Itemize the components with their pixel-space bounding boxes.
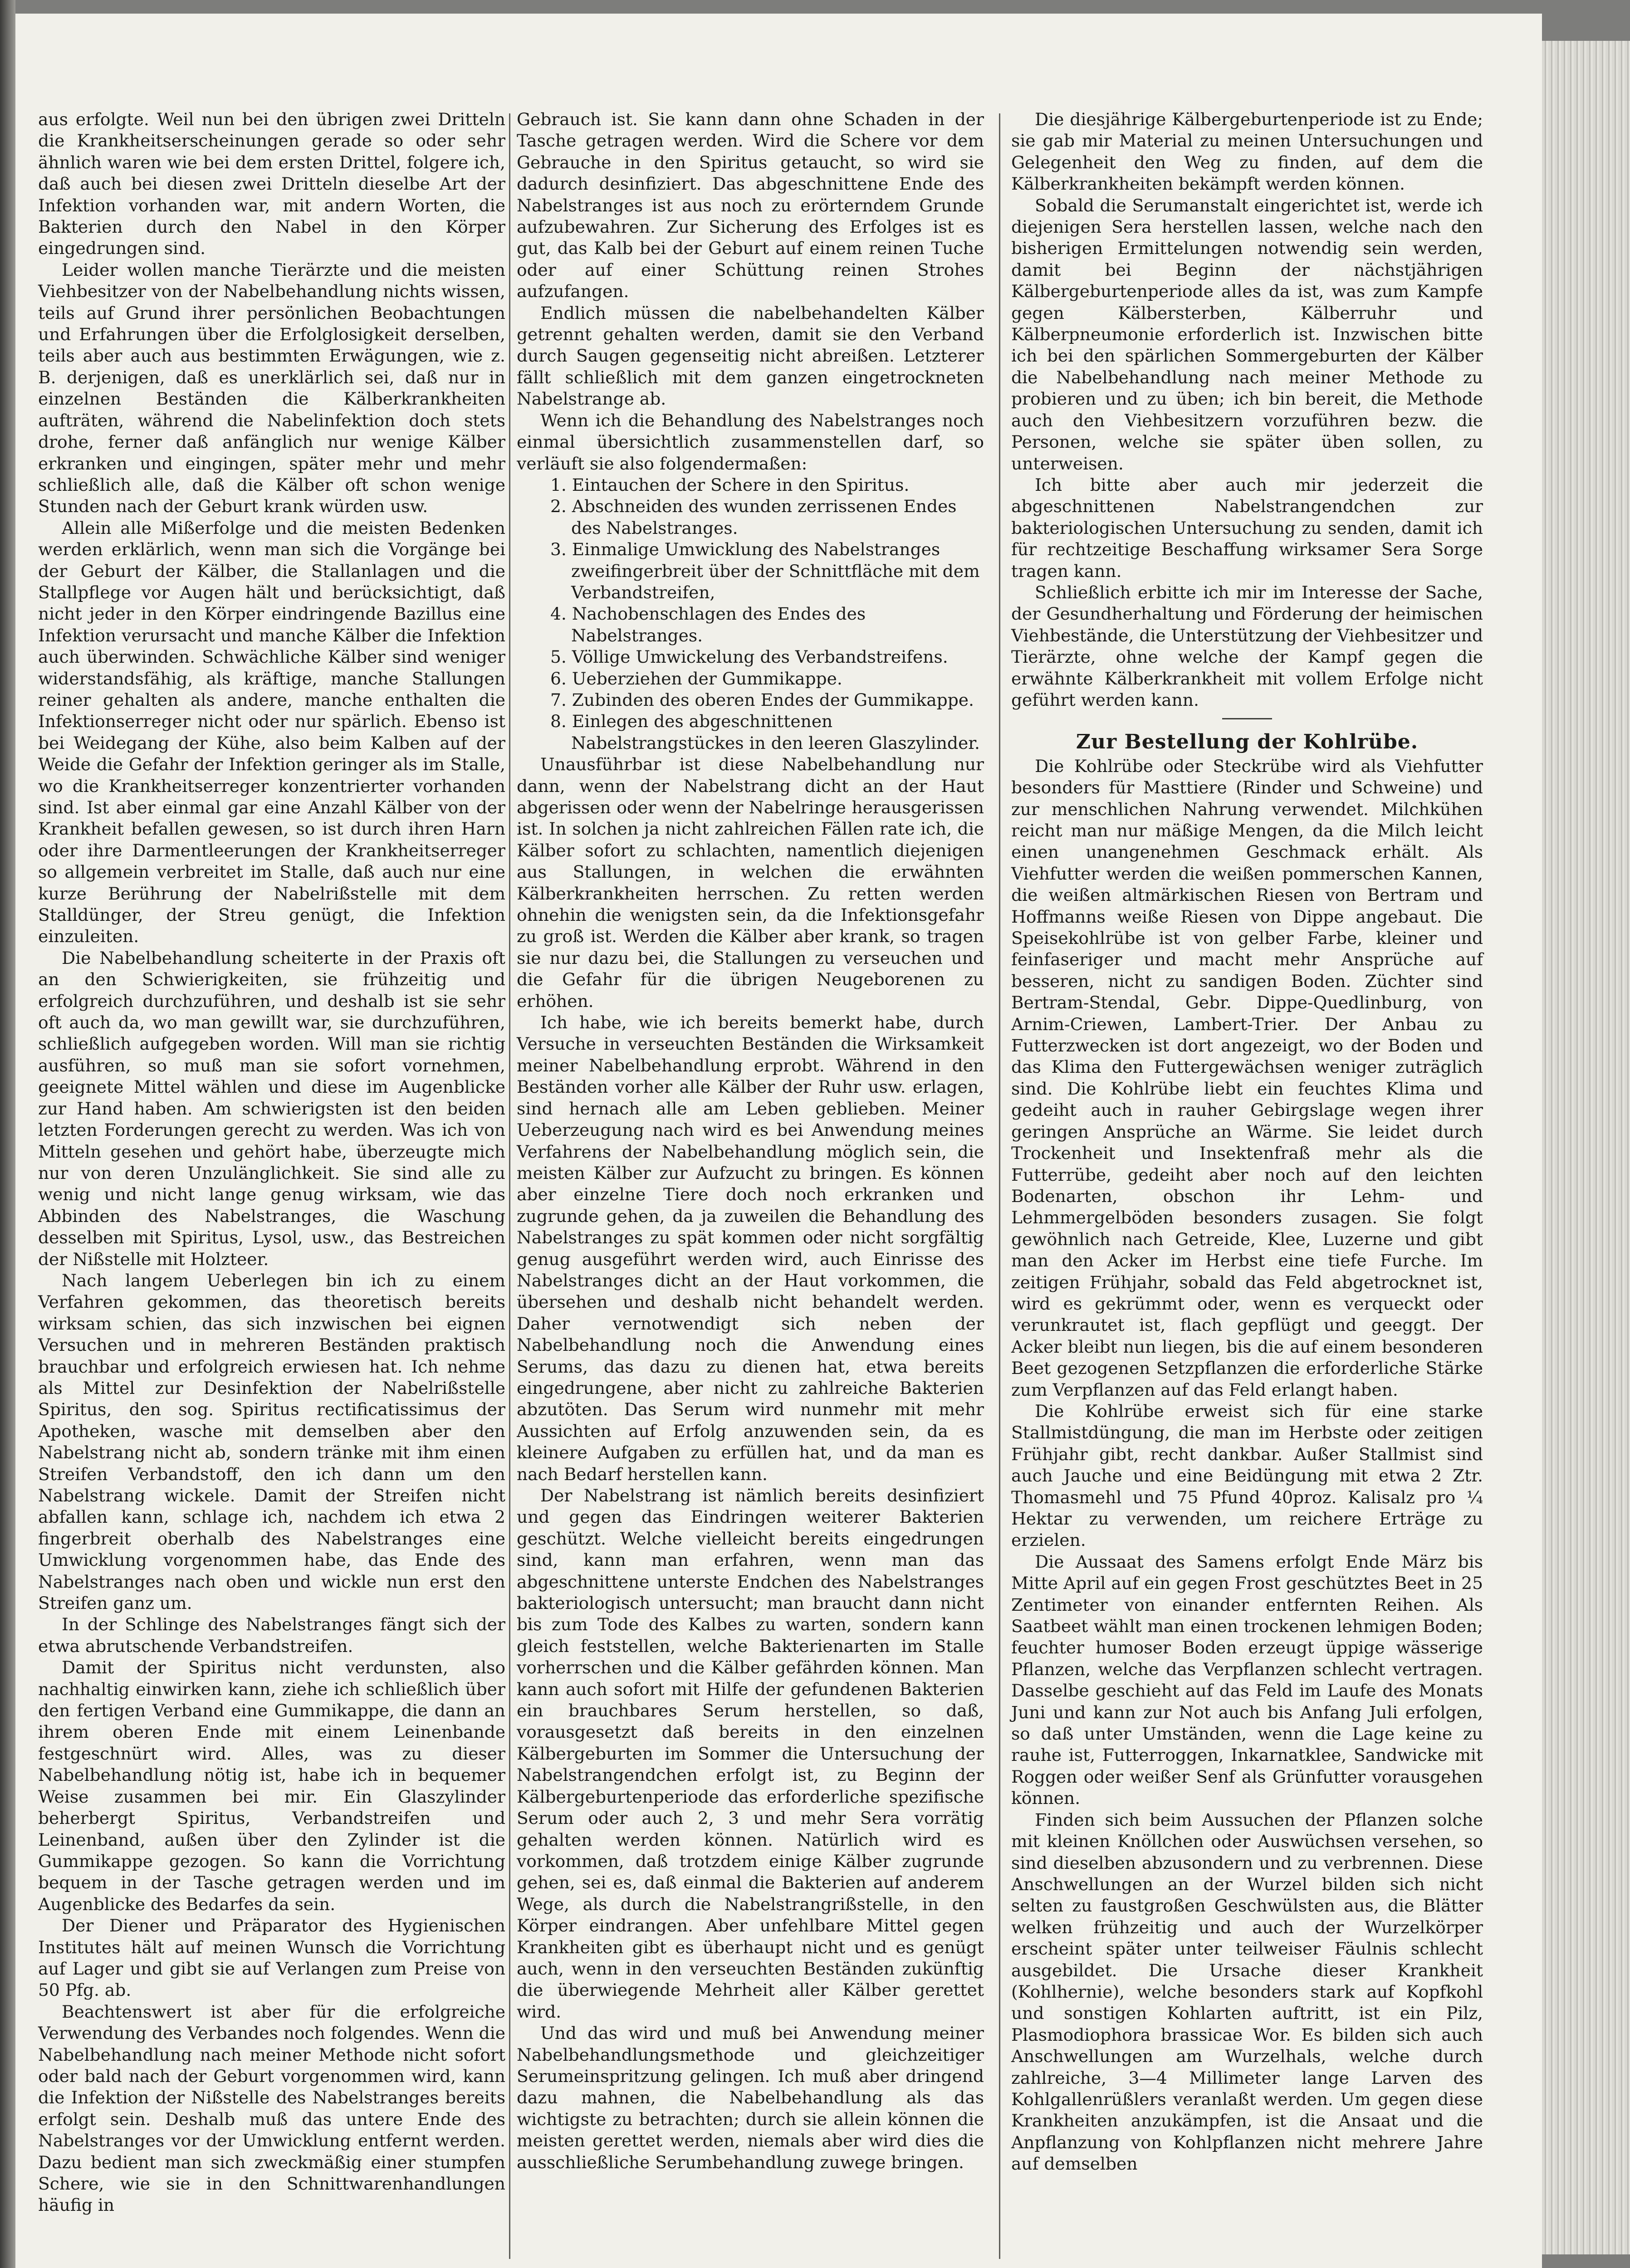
paragraph: Ich habe, wie ich bereits bemerkt habe, durch Versuche in verseuchten Beständen die Wirksamkeit meiner Nabelbehandlung erprobt. Während in den Beständen vorher alle Kälber der Ruhr usw. erlagen, sind hernach alle am Leben geblieben. Meiner Ueberzeugung nach wird es bei Anwendung meines Verfahrens der Nabelbehandlung möglich sein, die meisten Kälber zur Aufzucht zu bringen. Es können aber einzelne Tiere doch noch erkranken und zugrunde gehen, da ja zuweilen die Behandlung des Nabelstranges zu spät kommen oder nicht sorgfältig genug ausgeführt werden wird, auch Einrisse des Nabelstranges dicht an der Haut vorkommen, die übersehen und deshalb nicht behandelt werden. Daher vernotwendigt sich neben der Nabelbehandlung noch die Anwendung eines Serums, das dazu zu dienen hat, etwa bereits eingedrungene, aber nicht zu zahlreiche Bakterien abzutöten. Das Serum wird nunmehr mit mehr Aussichten auf Erfolg anzuwenden sein, da es kleinere Aufgaben zu erfüllen hat, und da man es nach Bedarf herstellen kann. [517,1012,984,1484]
article-heading: Zur Bestellung der Kohlrübe. [1076,730,1419,754]
newspaper-page [15,14,1542,2268]
book-gutter-shadow [0,0,15,2268]
paragraph: Leider wollen manche Tierärzte und die meisten Viehbesitzer von der Nabelbehandlung nichts wissen, teils auf Grund ihrer persönlichen Beobachtungen und Erfahrungen über die Erfolglosigkeit derselben, teils aber auch aus bestimmten Erwägungen, wie z. B. derjenigen, daß es unerklärlich sei, daß nur in einzelnen Beständen die Kälberkrankheiten aufträten, während die Nabelinfektion doch stets drohe, ferner daß anfänglich nur wenige Kälber erkranken und eingingen, später mehr und mehr schließlich alle, daß die Kälber oft schon wenige Stunden nach der Geburt krank würden usw. [38,259,505,517]
section-separator-rule [1222,718,1272,719]
paragraph: Unausführbar ist diese Nabelbehandlung nur dann, wenn der Nabelstrang dicht an der Haut abgerissen oder wenn der Nabelringe herausgerissen ist. In solchen ja nicht zahlreichen Fällen rate ich, die Kälber sofort zu schlachten, namentlich diejenigen aus Stallungen, in welchen die erwähnten Kälberkrankheiten herrschen. Zu retten werden ohnehin die wenigsten sein, da die Infektionsgefahr zu groß ist. Werden die Kälber aber krank, so tragen sie nur dazu bei, die Stallungen zu verseuchen und die Gefahr für die übrigen Neugeborenen zu erhöhen. [517,754,984,1011]
column-divider [999,113,1000,2259]
list-item: 4. Nachobenschlagen des Endes des Nabelstranges. [550,604,866,645]
list-item: 6. Ueberziehen der Gummikappe. [550,668,842,689]
paragraph: Die diesjährige Kälbergeburtenperiode ist zu Ende; sie gab mir Material zu meinen Untersuchungen und Gelegenheit den Weg zu finden, auf dem die Kälberkrankheiten bekämpft werden können. [1011,109,1483,194]
paragraph: Der Diener und Präparator des Hygienischen Institutes hält auf meinen Wunsch die Vorrichtung auf Lager und gibt sie auf Verlangen zum Preise von 50 Pfg. ab. [38,1916,505,2000]
paragraph: Schließlich erbitte ich mir im Interesse der Sache, der Gesundherhaltung und Förderung der heimischen Viehbestände, die Unterstützung der Viehbesitzer und Tierärzte, ohne welche der Kampf gegen die erwähnte Kälberkrankheit mit vollem Erfolge nicht geführt werden kann. [1011,582,1483,710]
paragraph: Der Nabelstrang ist nämlich bereits desinfiziert und gegen das Eindringen weiterer Bakterien geschützt. Welche vielleicht bereits eingedrungen sind, kann man erfahren, wenn man das abgeschnittene unterste Endchen des Nabelstranges bakteriologisch untersucht; man braucht dann nicht bis zum Tode des Kalbes zu warten, sondern kann gleich feststellen, welche Bakterienarten im Stalle vorherrschen und die Kälber gefährden können. Man kann auch sofort mit Hilfe der gefundenen Bakterien ein brauchbares Serum herstellen, so daß, vorausgesetzt daß bereits in den einzelnen Kälbergeburten im Sommer die Untersuchung der Nabelstrangendchen erfolgt ist, zu Beginn der Kälbergeburtenperiode das erforderliche spezifische Serum oder auch 2, 3 und mehr Sera vorrätig gehalten werden können. Natürlich wird es vorkommen, daß trotzdem einige Kälber zugrunde gehen, sei es, daß einmal die Bakterien auf anderem Wege, als durch die Nabelstrangrißstelle, in den Körper eindrangen. Aber unfehlbare Mittel gegen Krankheiten gibt es überhaupt nicht und es genügt auch, wenn in den verseuchten Beständen zukünftig die überwiegende Mehrheit aller Kälber gerettet wird. [517,1486,984,2022]
paragraph: Die Aussaat des Samens erfolgt Ende März bis Mitte April auf ein gegen Frost geschütztes Beet in 25 Zentimeter von einander entfernten Reihen. Als Saatbeet wählt man einen trockenen lehmigen Boden; feuchter humoser Boden erzeugt üppige wässerige Pflanzen, welche das Verpflanzen schlecht vertragen. Dasselbe geschieht auf das Feld im Laufe des Monats Juni und kann zur Not auch bis Anfang Juli erfolgen, so daß unter Umständen, wenn die Lage keine zu rauhe ist, Futterroggen, Inkarnatklee, Sandwicke mit Roggen oder weißer Senf als Grünfutter vorausgehen können. [1011,1551,1483,1809]
paragraph: Endlich müssen die nabelbehandelten Kälber getrennt gehalten werden, damit sie den Verband durch Saugen gegenseitig nicht abreißen. Letzterer fällt schließlich mit dem ganzen eingetrockneten Nabelstrange ab. [517,303,984,409]
paragraph: Wenn ich die Behandlung des Nabelstranges noch einmal übersichtlich zusammenstellen darf, so verläuft sie also folgendermaßen: [517,410,984,474]
paragraph: aus erfolgte. Weil nun bei den übrigen zwei Dritteln die Krankheitserscheinungen gerade so oder sehr ähnlich waren wie bei dem ersten Drittel, folgere ich, daß auch bei diesen zwei Dritteln dieselbe Art der Infektion vorhanden war, mit andern Worten, die Bakterien durch den Nabel in den Körper eingedrungen sind. [38,109,505,259]
paragraph: Die Nabelbehandlung scheiterte in der Praxis oft an den Schwierigkeiten, sie frühzeitig und erfolgreich durchzuführen, und deshalb ist sie sehr oft auch da, wo man gewillt war, sie durchzuführen, schließlich aufgegeben worden. Will man sie richtig ausführen, so muß man sie sofort vornehmen, geeignete Mittel wählen und diese im Augenblicke zur Hand haben. Am schwierigsten ist den beiden letzten Forderungen gerecht zu werden. Was ich von Mitteln gesehen und gehört habe, überzeugte mich nur von deren Unzulänglichkeit. Sie sind alle zu wenig und nicht lange genug wirksam, wie das Abbinden des Nabelstranges, die Waschung desselben mit Spiritus, Lysol, usw., das Bestreichen der Nißstelle mit Holzteer. [38,948,505,1269]
list-item: 3. Einmalige Umwicklung des Nabelstranges zweifingerbreit über der Schnittfläche mit dem Verbandstreifen, [550,539,980,602]
list-item: 5. Völlige Umwickelung des Verbandstreifens. [550,647,948,667]
list-item: 2. Abschneiden des wunden zerrissenen Endes des Nabelstranges. [550,496,957,538]
paragraph: Und das wird und muß bei Anwendung meiner Nabelbehandlungsmethode und gleichzeitiger Serumeinspritzung gelingen. Ich muß aber dringend dazu mahnen, die Nabelbehandlung als das wichtigste zu betrachten; durch sie allein können die meisten gerettet werden, niemals aber wird dies die ausschließliche Serumbehandlung zuwege bringen. [517,2023,984,2172]
paragraph: Ich bitte aber auch mir jederzeit die abgeschnittenen Nabelstrangendchen zur bakteriologischen Untersuchung zu senden, damit ich für rechtzeitige Beschaffung wirksamer Sera Sorge tragen kann. [1011,474,1483,581]
paragraph: Allein alle Mißerfolge und die meisten Bedenken werden erklärlich, wenn man sich die Vorgänge bei der Geburt der Kälber, die Stallanlagen und die Stallpflege vor Augen hält und berücksichtigt, daß nicht jeder in den Körper eindringende Bazillus eine Infektion verursacht und manche Kälber die Infektion auch überwinden. Schwächliche Kälber sind weniger widerstandsfähig, als kräftige, manche Stallungen reiner gehalten als andere, manche enthalten die Infektionserreger nicht oder nur spärlich. Ebenso ist bei Weidegang der Kühe, also beim Kalben auf der Weide die Gefahr der Infektion geringer als im Stalle, wo die Krankheitserreger konzentrierter vorhanden sind. Ist aber einmal gar eine Anzahl Kälber von der Krankheit befallen gewesen, so ist durch ihren Harn oder ihre Darmentleerungen der Krankheitserreger so allgemein verbreitet im Stalle, daß auch nur eine kurze Berührung der Nabelrißstelle mit dem Stalldünger, der Streu genügt, die Infektion einzuleiten. [38,518,505,947]
text-column-1 [38,109,505,2216]
list-item: 8. Einlegen des abgeschnittenen Nabelstrangstückes in den leeren Glaszylinder. [550,711,980,753]
paragraph: Die Kohlrübe erweist sich für eine starke Stallmistdüngung, die man im Herbste oder zeitigen Frühjahr gibt, recht dankbar. Außer Stallmist sind auch Jauche und eine Beidüngung mit etwa 2 Ztr. Thomasmehl und 75 Pfund 40proz. Kalisalz pro ¼ Hektar zu verwenden, um reichere Erträge zu erzielen. [1011,1401,1483,1550]
text-column-2 [517,109,984,2173]
paragraph: Beachtenswert ist aber für die erfolgreiche Verwendung des Verbandes noch folgendes. Wenn die Nabelbehandlung nach meiner Methode nicht sofort oder bald nach der Geburt vorgenommen wird, kann die Infektion der Nißstelle des Nabelstranges bereits erfolgt sein. Deshalb muß das untere Ende des Nabelstranges vor der Umwicklung entfernt werden. Dazu bedient man sich zweckmäßig einer stumpfen Schere, wie sie in den Schnittwarenhandlungen häufig in [38,2001,505,2215]
paragraph: Nach langem Ueberlegen bin ich zu einem Verfahren gekommen, das theoretisch bereits wirksam schien, das sich inzwischen bei eignen Versuchen und in mehreren Beständen praktisch brauchbar und erfolgreich erwiesen hat. Ich nehme als Mittel zur Desinfektion der Nabelrißstelle Spiritus, den sog. Spiritus rectificatissimus der Apotheken, wasche mit demselben aber den Nabelstrang nicht ab, sondern tränke mit ihm einen Streifen Verbandstoff, den ich dann um den Nabelstrang wickele. Damit der Streifen nicht abfallen kann, schlage ich, nachdem ich etwa 2 fingerbreit oberhalb des Nabelstranges eine Umwicklung vorgenommen habe, das Ende des Nabelstranges nach oben und wickle nun erst den Streifen ganz um. [38,1270,505,1613]
list-item: 7. Zubinden des oberen Endes der Gummikappe. [550,689,974,710]
paragraph: Finden sich beim Aussuchen der Pflanzen solche mit kleinen Knöllchen oder Auswüchsen versehen, so sind dieselben abzusondern und zu verbrennen. Diese Anschwellungen an der Wurzel bilden sich nicht selten zu faustgroßen Geschwülsten aus, die Blätter welken frühzeitig und auch der Wurzelkörper erscheint später unter teilweiser Fäulnis schlecht ausgebildet. Die Ursache dieser Krankheit (Kohlhernie), welche besonders stark auf Kopfkohl und sonstigen Kohlarten auftritt, ist ein Pilz, Plasmodiophora brassicae Wor. Es bilden sich auch Anschwellungen am Wurzelhals, welche durch zahlreiche, 3—4 Millimeter lange Larven des Kohlgallenrüßlers veranlaßt werden. Um gegen diese Krankheiten anzukämpfen, ist die Ansaat und die Anpflanzung von Kohlpflanzen nicht mehrere Jahre auf demselben [1011,1809,1483,2174]
paragraph: Die Kohlrübe oder Steckrübe wird als Viehfutter besonders für Masttiere (Rinder und Schweine) und zur menschlichen Nahrung verwendet. Milchkühen reicht man nur mäßige Mengen, da die Milch leicht einen unangenehmen Geschmack erhält. Als Viehfutter werden die weißen pommerschen Kannen, die weißen altmärkischen Riesen von Bertram und Hoffmanns weiße Riesen von Dippe angebaut. Die Speisekohlrübe ist von gelber Farbe, kleiner und feinfaseriger und macht mehr Ansprüche auf besseren, nicht zu sandigen Boden. Züchter sind Bertram-Stendal, Gebr. Dippe-Quedlinburg, von Arnim-Criewen, Lambert-Trier. Der Anbau zu Futterzwecken ist dort angezeigt, wo der Boden und das Klima den Futtergewächsen weniger zuträglich sind. Die Kohlrübe liebt ein feuchtes Klima und gedeiht auch in rauher Gebirgslage wegen ihrer geringen Ansprüche an Wärme. Sie leidet durch Trockenheit und Insektenfraß mehr als die Futterrübe, gedeiht aber noch auf den leichten Bodenarten, obschon ihr Lehm- und Lehmmergelböden besonders zusagen. Sie folgt gewöhnlich nach Getreide, Klee, Luzerne und gibt man den Acker im Herbst eine tiefe Furche. Im zeitigen Frühjahr, sobald das Feld abgetrocknet ist, wird es gekrümmt oder, wenn es verqueckt oder verunkrautet ist, flach gepflügt und geeggt. Der Acker bleibt nun liegen, bis die auf einem besonderen Beet gezogenen Setzpflanzen die erforderliche Stärke zum Verpflanzen auf das Feld erlangt haben. [1011,756,1483,1400]
column-divider [509,113,510,2259]
paragraph: Gebrauch ist. Sie kann dann ohne Schaden in der Tasche getragen werden. Wird die Schere vor dem Gebrauche in den Spiritus getaucht, so wird sie dadurch desinfiziert. Das abgeschnittene Ende des Nabelstranges ist aus noch zu erörterndem Grunde aufzubewahren. Zur Sicherung des Erfolges ist es gut, das Kalb bei der Geburt auf einem reinen Tuche oder auf einer Schüttung reinen Strohes aufzufangen. [517,109,984,302]
paragraph: In der Schlinge des Nabelstranges fängt sich der etwa abrutschende Verbandstreifen. [38,1614,505,1656]
paragraph: Damit der Spiritus nicht verdunsten, also nachhaltig einwirken kann, ziehe ich schließlich über den fertigen Verband eine Gummikappe, die dann an ihrem oberen Ende mit einem Leinenbande festgeschnürt wird. Alles, was zu dieser Nabelbehandlung nötig ist, habe ich in bequemer Weise zusammen bei mir. Ein Glaszylinder beherbergt Spiritus, Verbandstreifen und Leinenband, außen über den Zylinder ist die Gummikappe gezogen. So kann die Vorrichtung bequem in der Tasche getragen werden und im Augenblicke des Bedarfes da sein. [38,1657,505,1914]
list-item: 1. Eintauchen der Schere in den Spiritus. [550,474,910,495]
book-page-edges [1542,41,1630,2254]
paragraph: Sobald die Serumanstalt eingerichtet ist, werde ich diejenigen Sera herstellen lassen, welche nach den bisherigen Ermittelungen notwendig sein werden, damit bei Beginn der nächstjährigen Kälbergeburtenperiode alles da ist, was zum Kampfe gegen Kälbersterben, Kälberruhr und Kälberpneumonie erforderlich ist. Inzwischen bitte ich bei den spärlichen Sommergeburten der Kälber die Nabelbehandlung nach meiner Methode zu probieren und zu üben; ich bin bereit, die Methode auch den Viehbesitzern vorzuführen bezw. die Personen, welche sie später üben sollen, zu unterweisen. [1011,195,1483,474]
text-column-3 [1011,109,1483,2175]
